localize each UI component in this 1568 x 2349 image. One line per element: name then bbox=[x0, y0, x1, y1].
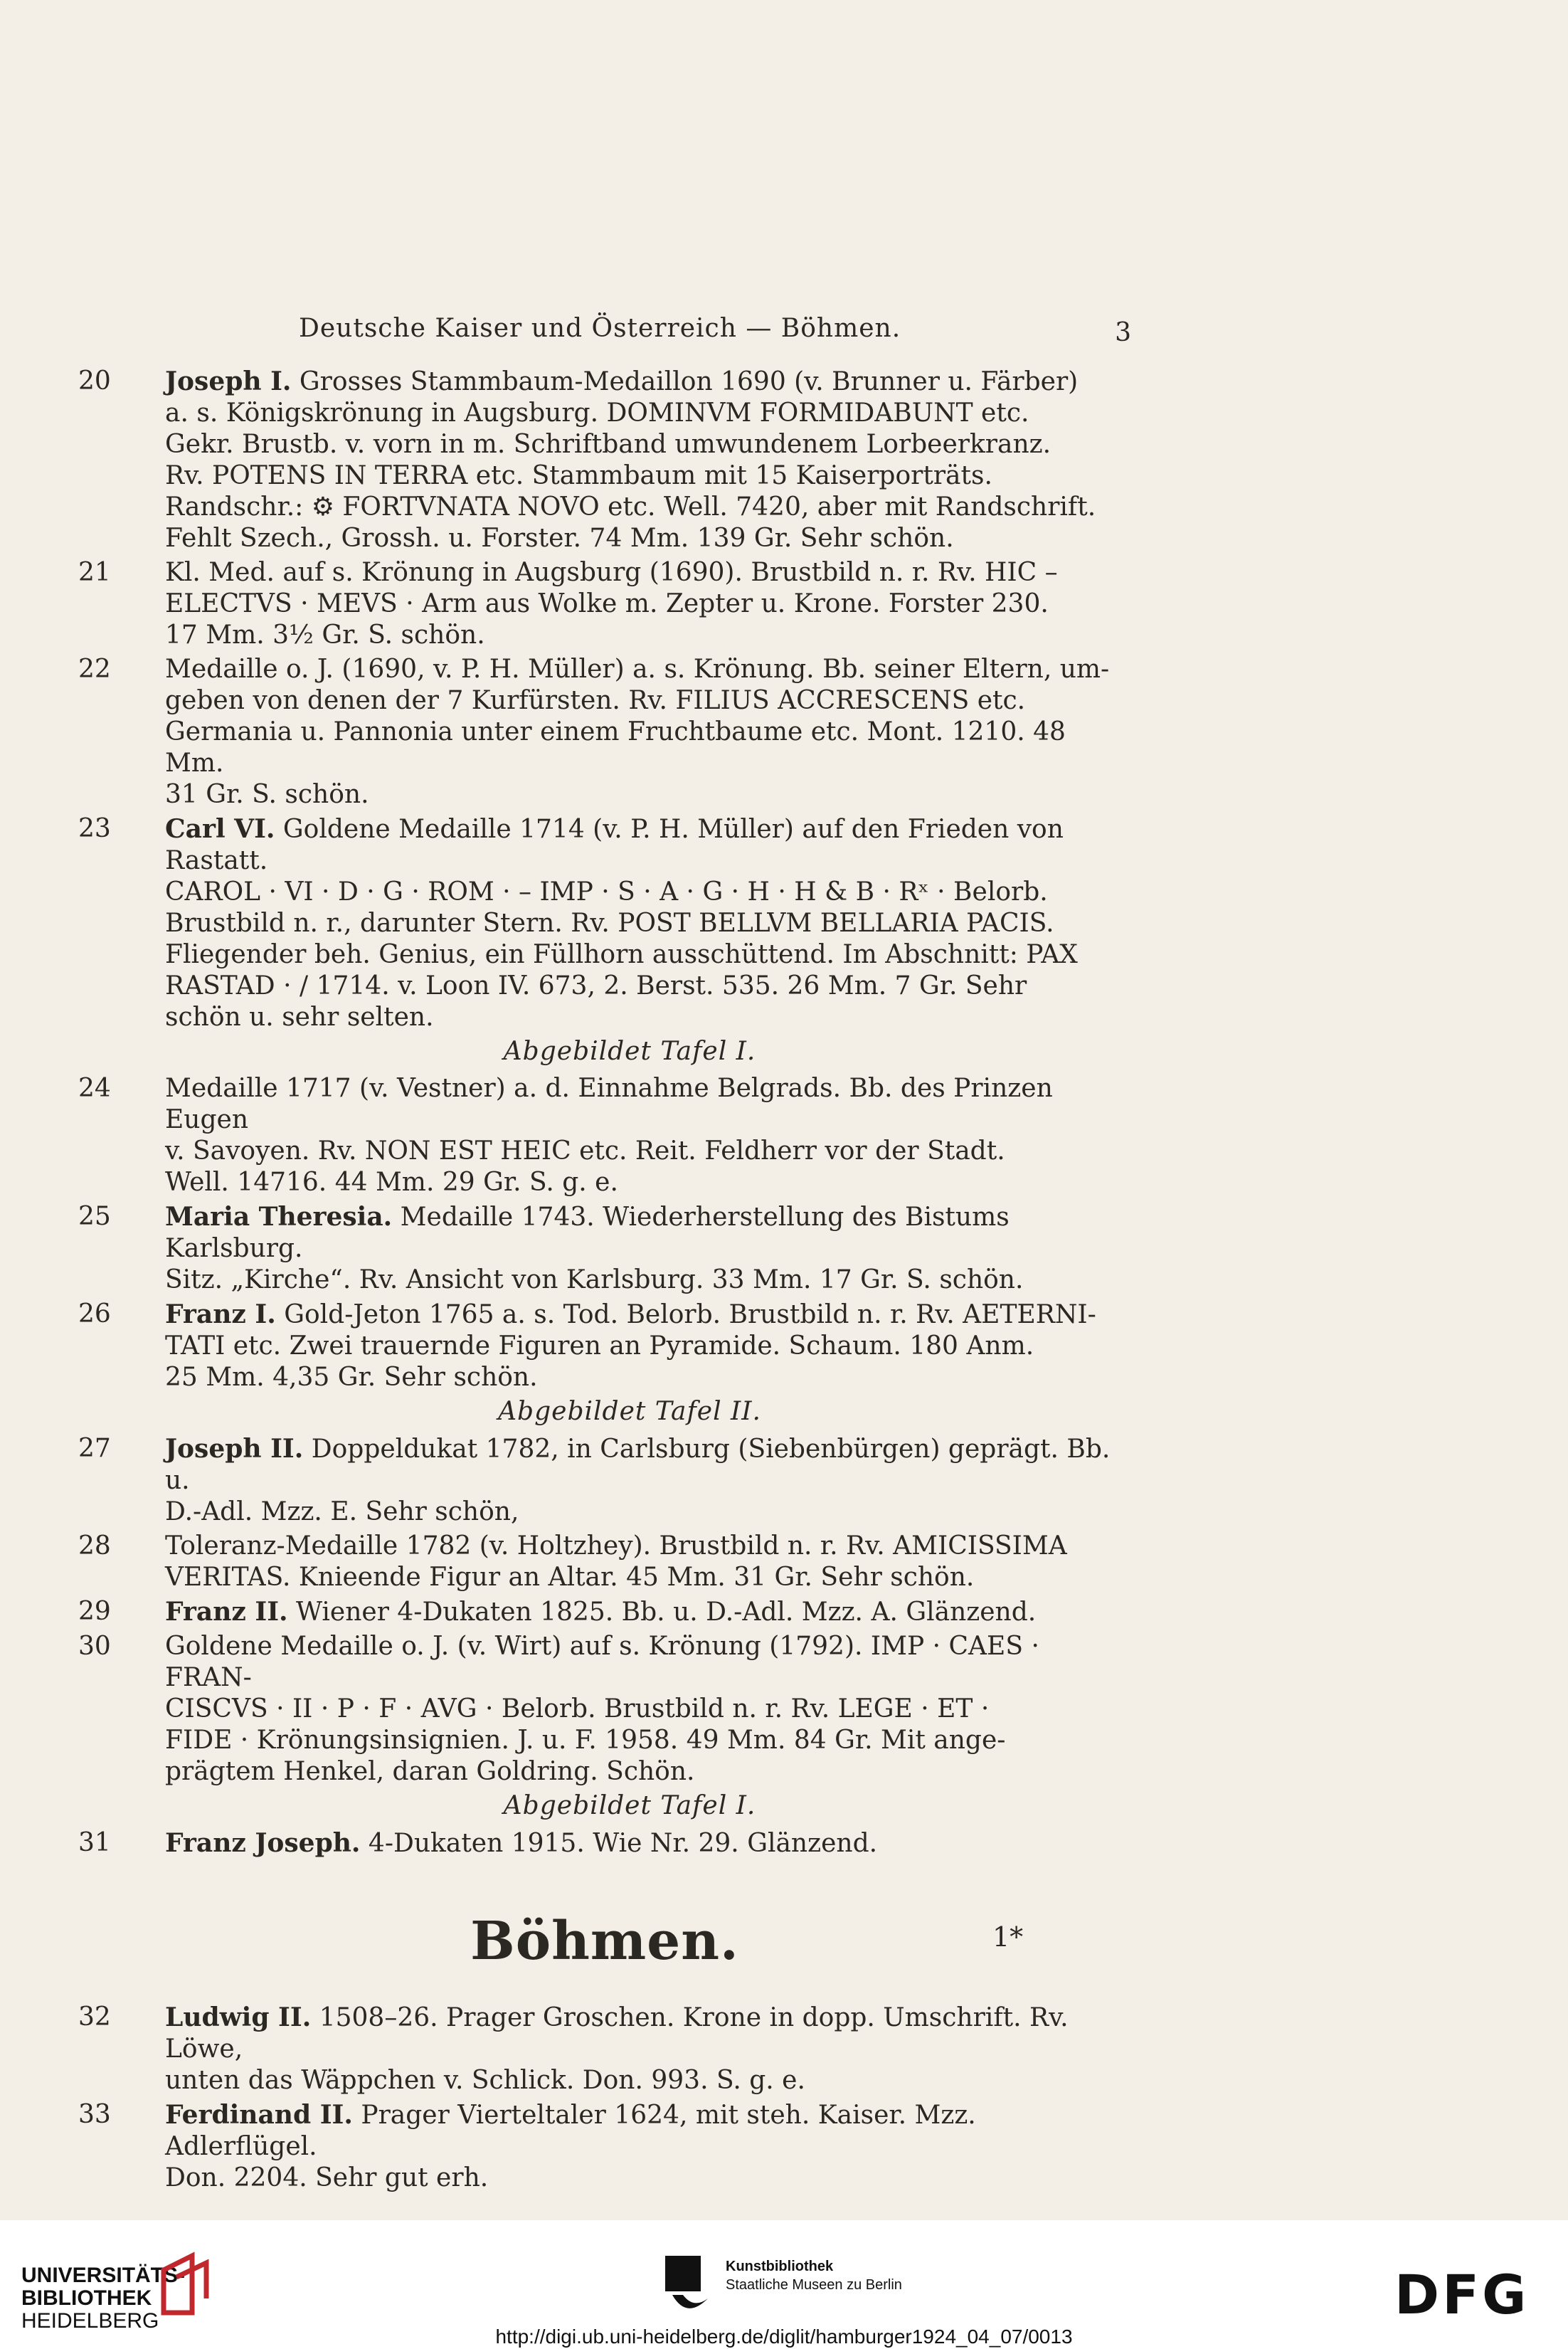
entry-line: prägtem Henkel, daran Goldring. Schön. bbox=[165, 1757, 695, 1786]
entry-line: v. Savoyen. Rv. NON EST HEIC etc. Reit. Feldherr vor der Stadt. bbox=[165, 1136, 1005, 1166]
ruler-name: Maria Theresia. bbox=[165, 1202, 393, 1232]
entry-text: Wiener 4-Dukaten 1825. Bb. u. D.-Adl. Mzz. A. Glänzend. bbox=[296, 1598, 1037, 1627]
entry-text: Goldene Medaille 1714 (v. P. H. Müller) auf den Frieden von Rastatt. bbox=[165, 815, 1064, 875]
entry-line: Well. 14716. 44 Mm. 29 Gr. S. g. e. bbox=[165, 1168, 618, 1197]
entry-line: VERITAS. Knieende Figur an Altar. 45 Mm. 31 Gr. Sehr schön. bbox=[165, 1563, 975, 1592]
catalog-entry bbox=[78, 1433, 1131, 1528]
catalog-entry bbox=[78, 1827, 1131, 1859]
catalog-entry bbox=[78, 813, 1131, 1033]
entry-line: FIDE · Krönungsinsignien. J. u. F. 1958. 49 Mm. 84 Gr. Mit ange- bbox=[165, 1726, 1006, 1755]
entry-line bbox=[165, 1299, 1131, 1331]
ruler-name: Franz I. bbox=[165, 1299, 276, 1329]
entry-group-5 bbox=[78, 2002, 1131, 2194]
entry-text: Medaille 1743. Wiederherstellung des Bistums Karlsburg. bbox=[165, 1203, 1010, 1263]
catalog-entry bbox=[78, 1201, 1131, 1296]
entry-line bbox=[165, 1201, 1131, 1265]
catalog-entry bbox=[78, 366, 1131, 554]
footer bbox=[0, 2220, 1568, 2349]
ruler-name: Joseph II. bbox=[165, 1434, 304, 1464]
catalog-entry bbox=[78, 1631, 1131, 1788]
catalog-entry bbox=[78, 557, 1131, 651]
entry-line: Medaille o. J. (1690, v. P. H. Müller) a. s. Krönung. Bb. seiner Eltern, um- bbox=[165, 655, 1110, 684]
kunstbibliothek-name: Kunstbibliothek Staatliche Museen zu Berlin bbox=[726, 2259, 902, 2293]
entry-line: schön u. sehr selten. bbox=[165, 1003, 434, 1032]
entry-line: unten das Wäppchen v. Schlick. Don. 993. S. g. e. bbox=[165, 2066, 805, 2095]
section-heading: Böhmen. bbox=[470, 1911, 739, 1972]
plate-reference: Abgebildet Tafel II. bbox=[498, 1397, 761, 1426]
ruler-name: Ferdinand II. bbox=[165, 2100, 353, 2130]
entry-text: Gold-Jeton 1765 a. s. Tod. Belorb. Brustbild n. r. Rv. AETERNI- bbox=[284, 1300, 1096, 1329]
entry-group-3 bbox=[78, 1433, 1131, 1788]
entry-line bbox=[165, 366, 1131, 398]
entry-line bbox=[165, 1596, 1131, 1628]
entry-line bbox=[165, 2099, 1131, 2163]
entry-text: 4-Dukaten 1915. Wie Nr. 29. Glänzend. bbox=[368, 1829, 878, 1858]
catalog-entry bbox=[78, 654, 1131, 811]
entry-line: Goldene Medaille o. J. (v. Wirt) auf s. Krönung (1792). IMP · CAES · FRAN- bbox=[165, 1632, 1039, 1692]
catalog-entry bbox=[78, 1531, 1131, 1593]
entry-group-4 bbox=[78, 1827, 1131, 1859]
permalink-url[interactable]: http://digi.ub.uni-heidelberg.de/diglit/hamburger1924_04_07/0013 bbox=[495, 2326, 1073, 2348]
catalog-entry bbox=[78, 1596, 1131, 1628]
catalog-entry bbox=[78, 1073, 1131, 1198]
signature-mark: 1* bbox=[992, 1921, 1024, 1953]
entry-line bbox=[165, 2002, 1131, 2065]
entry-line: 31 Gr. S. schön. bbox=[165, 780, 369, 809]
ruler-name: Franz II. bbox=[165, 1597, 288, 1627]
entry-line: Don. 2204. Sehr gut erh. bbox=[165, 2163, 489, 2192]
plate-reference: Abgebildet Tafel I. bbox=[503, 1037, 756, 1066]
university-library-name: UNIVERSITÄTS- BIBLIOTHEK HEIDELBERG bbox=[21, 2264, 186, 2333]
entry-number: 22 bbox=[78, 655, 111, 684]
entry-line: 25 Mm. 4,35 Gr. Sehr schön. bbox=[165, 1363, 538, 1392]
ruler-name: Ludwig II. bbox=[165, 2002, 312, 2032]
kunstbibliothek-logo-icon bbox=[665, 2256, 715, 2320]
entry-line: Germania u. Pannonia unter einem Fruchtbaume etc. Mont. 1210. 48 Mm. bbox=[165, 717, 1066, 778]
entry-line: Toleranz-Medaille 1782 (v. Holtzhey). Brustbild n. r. Rv. AMICISSIMA bbox=[165, 1531, 1067, 1561]
entry-line: Medaille 1717 (v. Vestner) a. d. Einnahme Belgrads. Bb. des Prinzen Eugen bbox=[165, 1074, 1053, 1134]
ruler-name: Franz Joseph. bbox=[165, 1828, 361, 1858]
entry-line: Fehlt Szech., Grossh. u. Forster. 74 Mm. 139 Gr. Sehr schön. bbox=[165, 524, 954, 553]
catalog-entry bbox=[78, 1299, 1131, 1393]
catalog-page bbox=[78, 313, 1131, 2197]
entry-line: Brustbild n. r., darunter Stern. Rv. POST BELLVM BELLARIA PACIS. bbox=[165, 909, 1054, 938]
entry-line: TATI etc. Zwei trauernde Figuren an Pyramide. Schaum. 180 Anm. bbox=[165, 1331, 1034, 1361]
running-header bbox=[78, 313, 1131, 356]
ruler-name: Carl VI. bbox=[165, 814, 275, 844]
entry-number: 23 bbox=[78, 814, 111, 843]
entry-text: Prager Vierteltaler 1624, mit steh. Kaiser. Mzz. Adlerflügel. bbox=[165, 2101, 976, 2161]
entry-line: Randschr.: ⚙ FORTVNATA NOVO etc. Well. 7420, aber mit Randschrift. bbox=[165, 492, 1096, 522]
entry-number: 27 bbox=[78, 1434, 111, 1463]
page-number: 3 bbox=[1115, 318, 1131, 347]
entry-number: 20 bbox=[78, 366, 111, 396]
header-title: Deutsche Kaiser und Österreich — Böhmen. bbox=[299, 314, 901, 343]
entry-line: Rv. POTENS IN TERRA etc. Stammbaum mit 15 Kaiserporträts. bbox=[165, 461, 992, 490]
entry-text: Doppeldukat 1782, in Carlsburg (Siebenbürgen) geprägt. Bb. u. bbox=[165, 1435, 1111, 1495]
entry-line: D.-Adl. Mzz. E. Sehr schön, bbox=[165, 1497, 519, 1526]
entry-number: 29 bbox=[78, 1597, 111, 1626]
entry-number: 33 bbox=[78, 2100, 111, 2129]
entry-line: Sitz. „Kirche“. Rv. Ansicht von Karlsburg. 33 Mm. 17 Gr. S. schön. bbox=[165, 1265, 1024, 1294]
entry-number: 24 bbox=[78, 1074, 111, 1103]
entry-text: 1508–26. Prager Groschen. Krone in dopp. Umschrift. Rv. Löwe, bbox=[165, 2003, 1069, 2064]
entry-line: a. s. Königskrönung in Augsburg. DOMINVM FORMIDABUNT etc. bbox=[165, 398, 1029, 428]
entry-line: ELECTVS · MEVS · Arm aus Wolke m. Zepter u. Krone. Forster 230. bbox=[165, 589, 1049, 618]
dfg-logo: DFG bbox=[1394, 2263, 1530, 2326]
entry-text: Grosses Stammbaum-Medaillon 1690 (v. Brunner u. Färber) bbox=[299, 367, 1079, 396]
plate-reference: Abgebildet Tafel I. bbox=[503, 1791, 756, 1820]
entry-line bbox=[165, 1827, 1131, 1859]
entry-line: CISCVS · II · P · F · AVG · Belorb. Brustbild n. r. Rv. LEGE · ET · bbox=[165, 1694, 990, 1724]
entry-number: 30 bbox=[78, 1632, 111, 1661]
entry-line: CAROL · VI · D · G · ROM · – IMP · S · A · G · H · H & B · Rˣ · Belorb. bbox=[165, 877, 1048, 907]
entry-line: 17 Mm. 3½ Gr. S. schön. bbox=[165, 621, 485, 650]
entry-group-2 bbox=[78, 1073, 1131, 1393]
entry-line: RASTAD · / 1714. v. Loon IV. 673, 2. Berst. 535. 26 Mm. 7 Gr. Sehr bbox=[165, 971, 1027, 1001]
entry-line: Kl. Med. auf s. Krönung in Augsburg (1690). Brustbild n. r. Rv. HIC – bbox=[165, 558, 1058, 587]
entry-line bbox=[165, 1433, 1131, 1497]
entry-number: 25 bbox=[78, 1202, 111, 1231]
entry-line: Gekr. Brustb. v. vorn in m. Schriftband umwundenem Lorbeerkranz. bbox=[165, 430, 1051, 459]
entry-number: 32 bbox=[78, 2002, 111, 2032]
entry-group-1 bbox=[78, 366, 1131, 1033]
catalog-entry bbox=[78, 2099, 1131, 2194]
university-logo-icon bbox=[157, 2249, 213, 2320]
entry-number: 26 bbox=[78, 1299, 111, 1329]
entry-number: 28 bbox=[78, 1531, 111, 1561]
entry-number: 21 bbox=[78, 558, 111, 587]
entry-line bbox=[165, 813, 1131, 877]
catalog-entry bbox=[78, 2002, 1131, 2096]
ruler-name: Joseph I. bbox=[165, 366, 292, 396]
entry-line: Fliegender beh. Genius, ein Füllhorn ausschüttend. Im Abschnitt: PAX bbox=[165, 940, 1078, 969]
entry-line: geben von denen der 7 Kurfürsten. Rv. FILIUS ACCRESCENS etc. bbox=[165, 686, 1026, 715]
entry-number: 31 bbox=[78, 1828, 111, 1857]
